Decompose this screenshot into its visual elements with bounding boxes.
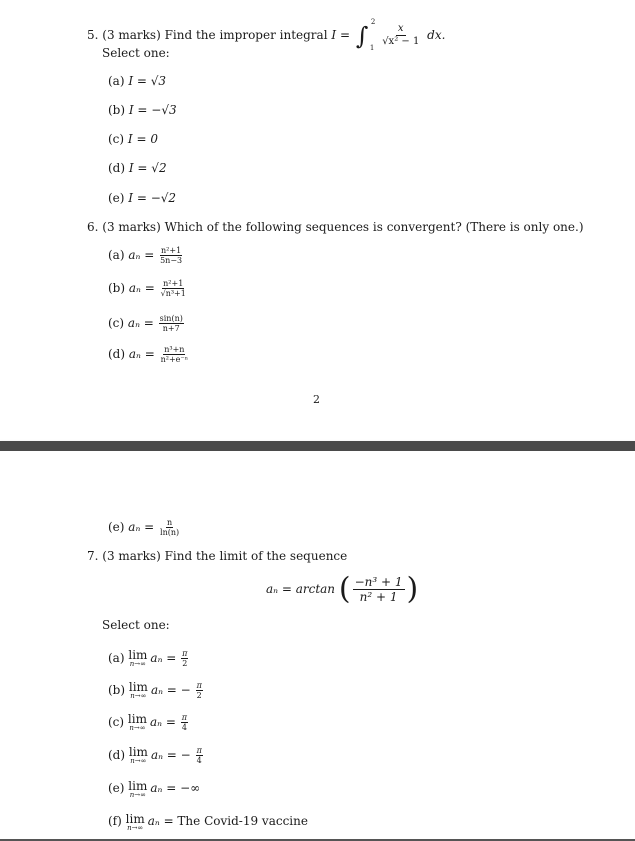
sequence-lhs: aₙ =: [128, 248, 155, 262]
lim-subscript: n→∞: [130, 692, 147, 700]
q5-option-b[interactable]: [108, 102, 177, 118]
option-label: (e): [108, 781, 125, 795]
lim-word: lim: [128, 779, 148, 793]
fraction-numerator: sin(n): [159, 314, 183, 323]
lim-subscript: n→∞: [129, 660, 146, 668]
option-label: (b): [108, 281, 126, 295]
sequence-lhs: aₙ =: [128, 520, 155, 534]
page-separator: [0, 441, 635, 451]
fraction-denominator: ln(n): [160, 528, 180, 537]
fraction-denominator: √n³+1: [160, 289, 186, 298]
sequence-lhs: aₙ =: [128, 281, 155, 295]
option-math: I = −√2: [128, 191, 177, 205]
limit-operator: [128, 780, 147, 799]
sequence-lhs: aₙ =: [127, 316, 154, 330]
q6-option-c[interactable]: [108, 314, 185, 333]
q7-display-denominator: n² + 1: [359, 590, 398, 604]
q7-display-lhs: aₙ = arctan: [266, 582, 336, 596]
limit-var: aₙ: [147, 814, 160, 828]
limit-var: aₙ: [150, 781, 163, 795]
q7-display-numerator: −n³ + 1: [354, 575, 403, 589]
lim-word: lim: [127, 712, 147, 726]
limit-rhs: = −: [166, 748, 191, 762]
q7-option-f[interactable]: [108, 813, 308, 832]
q5-integral-var: I: [331, 28, 337, 42]
limit-rhs: = The Covid-19 vaccine: [163, 814, 308, 828]
fraction-denominator: 2: [196, 691, 202, 700]
sequence-fraction: [159, 314, 184, 333]
q5-option-c[interactable]: [108, 131, 158, 147]
integral-sign: ∫ 2 1: [355, 17, 376, 52]
left-paren: (: [338, 571, 351, 607]
lim-subscript: n→∞: [129, 791, 146, 799]
option-label: (a): [108, 651, 125, 665]
option-label: (e): [108, 191, 125, 205]
fraction-denominator: n+7: [162, 324, 180, 333]
q5-select-one: Select one:: [102, 46, 170, 60]
fraction-numerator: n²+1: [161, 246, 182, 255]
option-label: (e): [108, 520, 125, 534]
q7-display-equation: [266, 571, 419, 607]
option-label: (c): [108, 316, 125, 330]
q7-option-b[interactable]: [108, 681, 204, 700]
limit-var: aₙ: [150, 748, 163, 762]
q7-option-e[interactable]: [108, 780, 200, 799]
fraction-numerator: π: [181, 713, 187, 722]
limit-fraction: [196, 746, 203, 765]
option-label: (d): [108, 748, 126, 762]
lim-subscript: n→∞: [129, 724, 146, 732]
limit-var: aₙ: [150, 651, 163, 665]
q5-option-a[interactable]: [108, 73, 166, 89]
fraction-denominator: 2: [182, 659, 188, 668]
option-label: (a): [108, 248, 125, 262]
q5-dx: dx.: [427, 28, 446, 42]
right-paren: ): [406, 571, 419, 607]
q7-option-c[interactable]: [108, 713, 189, 732]
fraction-denominator: n²+e⁻ⁿ: [160, 355, 189, 364]
option-math: I = −√3: [128, 103, 177, 117]
option-label: (d): [108, 347, 126, 361]
option-math: I = √2: [128, 161, 167, 175]
fraction-numerator: π: [196, 746, 202, 755]
limit-var: aₙ: [150, 683, 163, 697]
lim-subscript: n→∞: [127, 824, 144, 832]
option-label: (f): [108, 814, 122, 828]
q6-option-a[interactable]: [108, 246, 184, 265]
lim-word: lim: [128, 745, 148, 759]
fraction-numerator: n²+1: [163, 279, 184, 288]
option-label: (d): [108, 161, 126, 175]
limit-operator: [129, 746, 148, 765]
integral-lower-limit: 1: [369, 43, 375, 52]
limit-operator: [126, 813, 145, 832]
q6-option-d[interactable]: [108, 345, 190, 364]
limit-operator: [128, 713, 147, 732]
option-label: (c): [108, 132, 125, 146]
limit-fraction: [181, 649, 188, 668]
limit-var: aₙ: [149, 715, 163, 729]
fraction-denominator: 5n−3: [160, 256, 183, 265]
sequence-fraction: [160, 345, 189, 364]
limit-operator: [129, 681, 148, 700]
q5-equals: =: [339, 28, 351, 42]
q7-display-fraction: [353, 575, 405, 604]
lim-word: lim: [128, 680, 148, 694]
q5-integrand-fraction: [380, 23, 421, 48]
limit-fraction: [196, 681, 203, 700]
q5-stem: 5. (3 marks) Find the improper integral: [87, 28, 328, 42]
lim-word: lim: [128, 648, 148, 662]
sequence-fraction: [160, 279, 187, 298]
option-label: (a): [108, 74, 125, 88]
sequence-fraction: [159, 518, 180, 537]
q5-option-d[interactable]: [108, 160, 167, 176]
option-math: I = √3: [128, 74, 167, 88]
sequence-lhs: aₙ =: [128, 347, 155, 361]
option-label: (b): [108, 683, 126, 697]
page-number: 2: [313, 393, 320, 406]
fraction-numerator: n³+n: [164, 345, 185, 354]
fraction-numerator: π: [196, 681, 202, 690]
q5-option-e[interactable]: [108, 190, 176, 206]
q6-stem: 6. (3 marks) Which of the following sequences is convergent? (There is only one.): [87, 220, 584, 234]
q7-option-a[interactable]: [108, 649, 189, 668]
limit-rhs: =: [166, 651, 177, 665]
fraction-denominator: 4: [181, 723, 187, 732]
limit-rhs: =: [165, 715, 176, 729]
sequence-fraction: [159, 246, 183, 265]
fraction-numerator: π: [182, 649, 188, 658]
q7-option-d[interactable]: [108, 746, 204, 765]
q6-option-e[interactable]: [108, 518, 181, 537]
q7-select-one: Select one:: [102, 618, 170, 632]
option-math: I = 0: [127, 132, 158, 146]
lim-subscript: n→∞: [130, 757, 147, 765]
limit-rhs: = −∞: [166, 781, 201, 795]
q5-integrand-numerator: x: [397, 23, 404, 34]
option-label: (b): [108, 103, 126, 117]
limit-fraction: [181, 713, 188, 732]
integral-upper-limit: 2: [370, 17, 376, 26]
fraction-denominator: 4: [196, 756, 202, 765]
document-page-2: [0, 451, 635, 839]
q5-integrand-denominator: √x² − 1: [382, 36, 420, 47]
q7-stem: 7. (3 marks) Find the limit of the sequence: [87, 549, 348, 563]
limit-rhs: = −: [166, 683, 191, 697]
option-label: (c): [108, 715, 125, 729]
fraction-numerator: n: [166, 518, 173, 527]
limit-operator: [128, 649, 147, 668]
q6-option-b[interactable]: [108, 279, 188, 298]
lim-word: lim: [125, 812, 145, 826]
